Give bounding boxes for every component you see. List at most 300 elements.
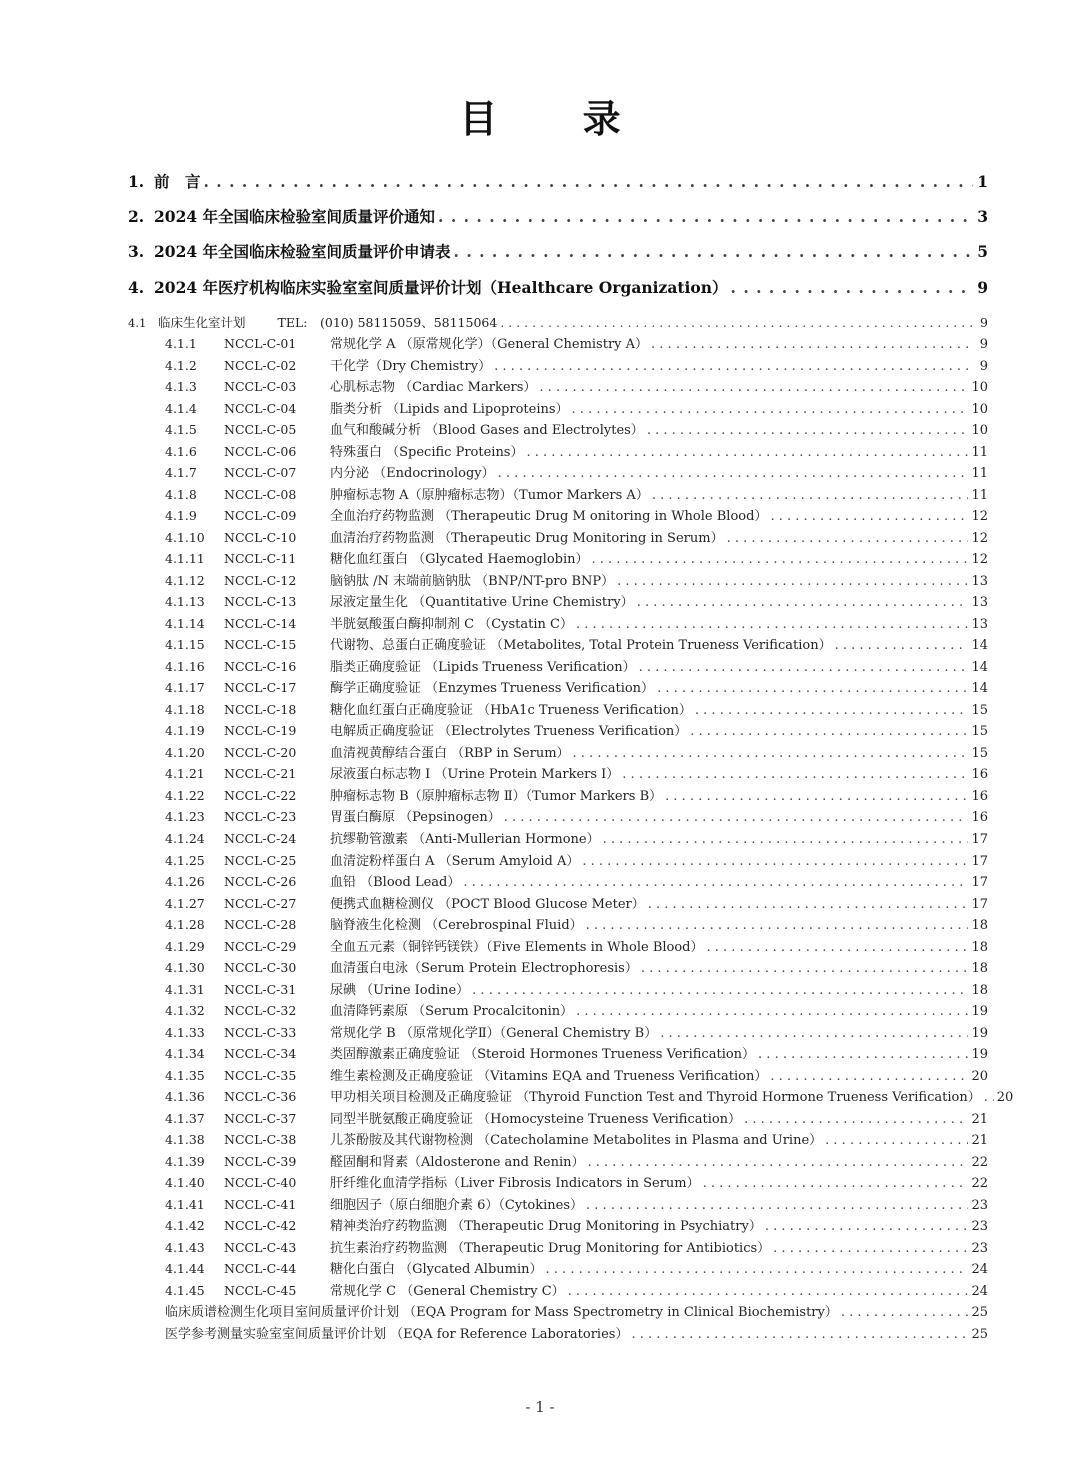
item-title: 特殊蛋白 （Specific Proteins） [330, 444, 524, 460]
item-code: NCCL-C-11 [224, 551, 297, 567]
section-number: 2. [128, 207, 145, 226]
toc-item-row[interactable] [165, 1151, 988, 1171]
dot-leader [592, 552, 969, 567]
dot-leader [526, 445, 968, 460]
item-number: 4.1.34 [165, 1046, 205, 1062]
section-number: 1. [128, 172, 145, 191]
item-code: NCCL-C-03 [224, 379, 297, 394]
item-title: 细胞因子（原白细胞介素 6）（Cytokines） [330, 1197, 584, 1213]
item-title: 肿瘤标志物 B（原肿瘤标志物 Ⅱ）（Tumor Markers B） [330, 788, 663, 804]
page-ref: 1 [977, 172, 988, 191]
dot-leader [204, 172, 973, 191]
toc-item-row[interactable] [165, 1108, 988, 1128]
page-title: 目 录 [459, 96, 657, 141]
toc-item-row[interactable] [165, 548, 988, 568]
item-title: 儿茶酚胺及其代谢物检测 （Catecholamine Metabolites in Plasma and Urine） [330, 1133, 823, 1149]
page-ref: 10 [971, 401, 988, 417]
section-number: 4. [128, 278, 145, 297]
item-number: 4.1.4 [165, 400, 197, 416]
item-number: 4.1.16 [165, 658, 205, 674]
dot-leader [576, 1004, 968, 1019]
item-code: NCCL-C-45 [224, 1282, 297, 1298]
toc-item-row[interactable] [165, 1215, 988, 1235]
page-ref: 24 [971, 1283, 988, 1299]
dot-leader [641, 961, 969, 976]
item-code: NCCL-C-22 [224, 787, 297, 803]
dot-leader [546, 1262, 969, 1277]
dot-leader [707, 940, 969, 955]
extra-title: 医学参考测量实验室室间质量评价计划 （EQA for Reference Laboratories） [165, 1326, 629, 1342]
toc-item-row[interactable] [165, 1280, 988, 1300]
item-title: 维生素检测及正确度验证 （Vitamins EQA and Trueness Verification） [330, 1068, 768, 1084]
item-number: 4.1.2 [165, 357, 197, 373]
dot-leader [617, 574, 968, 589]
page-ref: 12 [971, 509, 988, 525]
toc-item-row[interactable] [165, 441, 988, 461]
item-title: 糖化血红蛋白 （Glycated Haemoglobin） [330, 552, 589, 568]
dot-leader [731, 278, 973, 297]
toc-item-row[interactable] [165, 591, 988, 611]
item-title: 脂类正确度验证 （Lipids Trueness Verification） [330, 659, 636, 675]
item-number: 4.1.45 [165, 1282, 205, 1298]
item-code: NCCL-C-37 [224, 1110, 297, 1126]
toc-item-row[interactable] [165, 936, 988, 956]
toc-extra-row[interactable] [165, 1323, 988, 1343]
item-code: NCCL-C-13 [224, 594, 297, 610]
item-title: 心肌标志物 （Cardiac Markers） [330, 380, 537, 395]
item-title: 同型半胱氨酸正确度验证 （Homocysteine Trueness Verification） [330, 1111, 742, 1127]
item-number: 4.1.25 [165, 852, 205, 868]
item-title: 血气和酸碱分析 （Blood Gases and Electrolytes） [330, 423, 644, 439]
dot-leader [652, 488, 969, 503]
section-title: 2024 年全国临床检验室间质量评价申请表 [154, 242, 451, 261]
item-code: NCCL-C-12 [224, 572, 297, 588]
item-number: 4.1.30 [165, 960, 205, 976]
item-code: NCCL-C-34 [224, 1046, 297, 1062]
item-title: 脂类分析 （Lipids and Lipoproteins） [330, 401, 569, 417]
item-number: 4.1.43 [165, 1239, 205, 1255]
toc-section-row[interactable] [128, 170, 988, 196]
page-ref: 16 [971, 767, 988, 783]
item-number: 4.1.42 [165, 1218, 205, 1234]
item-number: 4.1.13 [165, 594, 205, 610]
item-number: 4.1.12 [165, 572, 205, 588]
item-title: 电解质正确度验证 （Electrolytes Trueness Verification） [330, 724, 688, 740]
item-title: 糖化血红蛋白正确度验证 （HbA1c Trueness Verification） [330, 702, 692, 718]
toc-item-row[interactable] [165, 763, 988, 783]
item-title: 尿液定量生化 （Quantitative Urine Chemistry） [330, 595, 634, 611]
toc-item-row[interactable] [165, 677, 988, 697]
item-title: 肝纤维化血清学指标（Liver Fibrosis Indicators in Serum） [330, 1176, 700, 1192]
toc-item-row[interactable] [165, 376, 988, 396]
toc-item-row[interactable] [165, 914, 988, 934]
page-ref: 13 [971, 573, 988, 589]
item-title: 肿瘤标志物 A（原肿瘤标志物）（Tumor Markers A） [330, 487, 649, 503]
dot-leader [463, 875, 968, 890]
toc-subsection-row[interactable] [128, 313, 988, 333]
item-title: 糖化白蛋白 （Glycated Albumin） [330, 1262, 543, 1278]
dot-leader [648, 897, 969, 912]
dot-leader [586, 1198, 968, 1213]
item-number: 4.1.11 [165, 551, 205, 567]
item-title: 酶学正确度验证 （Enzymes Trueness Verification） [330, 681, 655, 697]
toc-item-row[interactable] [165, 1086, 1014, 1106]
item-number: 4.1.40 [165, 1175, 205, 1191]
item-number: 4.1.8 [165, 486, 197, 502]
item-number: 4.1.35 [165, 1067, 205, 1083]
page-ref: 25 [971, 1326, 988, 1342]
toc-item-row[interactable] [165, 871, 988, 891]
item-number: 4.1.27 [165, 895, 205, 911]
toc-item-row[interactable] [165, 1065, 988, 1085]
item-code: NCCL-C-32 [224, 1003, 297, 1019]
item-code: NCCL-C-40 [224, 1175, 297, 1191]
dot-leader [984, 1090, 994, 1105]
toc-item-row[interactable] [165, 355, 988, 375]
toc-item-row[interactable] [165, 1129, 988, 1149]
page-ref: 13 [971, 595, 988, 611]
item-title: 干化学（Dry Chemistry） [330, 358, 492, 374]
page-ref: 22 [971, 1154, 988, 1170]
page-ref: 13 [971, 616, 988, 632]
dot-leader [472, 983, 968, 998]
extra-title: 临床质谱检测生化项目室间质量评价计划 （EQA Program for Mass Spectrometry in Clinical Biochemistry） [165, 1305, 838, 1321]
item-title: 代谢物、总蛋白正确度验证 （Metabolites, Total Protein Trueness Verification） [330, 638, 832, 654]
item-title: 尿碘 （Urine Iodine） [330, 982, 470, 998]
item-code: NCCL-C-42 [224, 1218, 297, 1234]
item-code: NCCL-C-27 [224, 895, 297, 911]
dot-leader [573, 746, 969, 761]
page-ref: 18 [971, 918, 988, 933]
item-code: NCCL-C-28 [224, 917, 297, 932]
item-title: 便携式血糖检测仪 （POCT Blood Glucose Meter） [330, 896, 645, 912]
page-ref: 3 [977, 207, 988, 226]
item-code: NCCL-C-18 [224, 701, 297, 717]
dot-leader [576, 617, 968, 632]
page-ref: 21 [971, 1133, 988, 1149]
page-ref: 14 [971, 659, 988, 675]
page-ref: 18 [971, 939, 988, 955]
toc-item-row[interactable] [165, 613, 988, 633]
subsection-number: 4.1 [128, 316, 147, 330]
dot-leader [498, 466, 969, 481]
dot-leader [631, 1327, 968, 1342]
item-title: 血清蛋白电泳（Serum Protein Electrophoresis） [330, 961, 638, 977]
dot-leader [758, 1047, 968, 1062]
page-ref: 5 [977, 242, 988, 261]
dot-leader [637, 595, 969, 610]
section-title: 前 言 [154, 172, 201, 191]
item-title: 血清视黄醇结合蛋白 （RBP in Serum） [330, 745, 570, 761]
dot-leader [587, 1155, 968, 1170]
section-title: 2024 年医疗机构临床实验室室间质量评价计划（Healthcare Organization） [154, 278, 728, 297]
item-title: 半胱氨酸蛋白酶抑制剂 C （Cystatin C） [330, 616, 573, 632]
item-title: 精神类治疗药物监测 （Therapeutic Drug Monitoring in Psychiatry） [330, 1219, 762, 1235]
toc-item-row[interactable] [165, 527, 988, 547]
item-number: 4.1.24 [165, 831, 205, 846]
item-title: 常规化学 C （General Chemistry C） [330, 1283, 565, 1299]
item-code: NCCL-C-31 [224, 981, 297, 997]
item-code: NCCL-C-23 [224, 809, 297, 825]
item-code: NCCL-C-16 [224, 658, 297, 674]
page-ref: 23 [971, 1219, 988, 1235]
item-number: 4.1.37 [165, 1110, 205, 1126]
page-ref: 16 [971, 810, 988, 826]
item-code: NCCL-C-15 [224, 637, 297, 653]
item-code: NCCL-C-39 [224, 1153, 297, 1169]
page-ref: 15 [971, 724, 988, 740]
item-code: NCCL-C-07 [224, 465, 297, 481]
subsection-title: 临床生化室计划 [158, 315, 246, 330]
item-code: NCCL-C-14 [224, 615, 297, 631]
toc-section-row[interactable] [128, 276, 988, 302]
item-number: 4.1.20 [165, 744, 205, 760]
item-code: NCCL-C-08 [224, 486, 297, 502]
toc-item-row[interactable] [165, 806, 988, 826]
toc-item-row[interactable] [165, 398, 988, 418]
page-ref: 16 [971, 788, 988, 804]
dot-leader [647, 423, 969, 438]
toc-item-row[interactable] [165, 1022, 988, 1042]
page-ref: 10 [971, 423, 988, 439]
item-number: 4.1.23 [165, 809, 205, 825]
page-ref: 17 [971, 875, 988, 890]
dot-leader [695, 703, 969, 718]
dot-leader [703, 1176, 969, 1191]
item-number: 4.1.33 [165, 1024, 205, 1040]
toc-item-row[interactable] [165, 1194, 988, 1214]
item-title: 甲功相关项目检测及正确度验证 （Thyroid Function Test and Thyroid Hormone Trueness Verification） [330, 1090, 981, 1106]
page-ref: 18 [971, 961, 988, 977]
item-number: 4.1.29 [165, 938, 205, 954]
dot-leader [770, 509, 968, 524]
toc-item-row[interactable] [165, 1258, 988, 1278]
toc-item-row[interactable] [165, 699, 988, 719]
item-code: NCCL-C-20 [224, 744, 297, 760]
dot-leader [773, 1241, 968, 1256]
page-ref: 9 [979, 358, 988, 374]
page-ref: 12 [971, 530, 988, 546]
item-code: NCCL-C-43 [224, 1239, 297, 1255]
item-number: 4.1.44 [165, 1261, 205, 1277]
dot-leader [539, 380, 968, 395]
item-code: NCCL-C-33 [224, 1024, 297, 1040]
item-title: 抗缪勒管激素 （Anti-Mullerian Hormone） [330, 832, 600, 847]
page-ref: 17 [971, 832, 988, 847]
item-title: 全血治疗药物监测 （Therapeutic Drug M onitoring in Whole Blood） [330, 509, 768, 525]
toc-item-row[interactable] [165, 570, 988, 590]
item-number: 4.1.32 [165, 1003, 205, 1019]
item-title: 血清降钙素原 （Serum Procalcitonin） [330, 1004, 574, 1020]
item-title: 血清淀粉样蛋白 A （Serum Amyloid A） [330, 853, 580, 869]
dot-leader [622, 767, 968, 782]
dot-leader [500, 315, 973, 330]
item-number: 4.1.41 [165, 1196, 205, 1212]
dot-leader [582, 854, 968, 869]
item-number: 4.1.21 [165, 766, 205, 782]
item-number: 4.1.6 [165, 443, 197, 459]
toc-item-row[interactable] [165, 505, 988, 525]
page-ref: 19 [971, 1025, 988, 1041]
item-code: NCCL-C-41 [224, 1196, 297, 1212]
dot-leader [586, 918, 969, 933]
item-code: NCCL-C-35 [224, 1067, 297, 1083]
toc-item-row[interactable] [165, 720, 988, 740]
toc-item-row[interactable] [165, 893, 988, 913]
item-number: 4.1.1 [165, 336, 197, 351]
toc-item-row[interactable] [165, 462, 988, 482]
dot-leader [835, 638, 969, 653]
item-code: NCCL-C-25 [224, 852, 297, 868]
item-number: 4.1.5 [165, 422, 197, 438]
dot-leader [765, 1219, 969, 1234]
page-number: - 1 - [525, 1398, 555, 1416]
item-code: NCCL-C-09 [224, 508, 297, 524]
page-ref: 14 [971, 681, 988, 697]
dot-leader [825, 1133, 968, 1148]
item-title: 尿液蛋白标志物 I （Urine Protein Markers Ⅰ） [330, 767, 620, 783]
item-number: 4.1.38 [165, 1132, 205, 1148]
toc-extra-row[interactable] [165, 1301, 988, 1321]
item-code: NCCL-C-06 [224, 443, 297, 459]
item-number: 4.1.22 [165, 787, 205, 803]
toc-item-row[interactable] [165, 634, 988, 654]
item-number: 4.1.31 [165, 981, 205, 997]
page-ref: 18 [971, 982, 988, 998]
item-number: 4.1.36 [165, 1089, 205, 1105]
page-ref: 21 [971, 1111, 988, 1127]
item-number: 4.1.19 [165, 723, 205, 739]
item-code: NCCL-C-44 [224, 1261, 297, 1277]
item-title: 内分泌 （Endocrinology） [330, 466, 495, 482]
item-number: 4.1.28 [165, 917, 205, 932]
item-title: 胃蛋白酶原 （Pepsinogen） [330, 810, 501, 826]
item-code: NCCL-C-05 [224, 422, 297, 438]
dot-leader [841, 1305, 969, 1320]
item-code: NCCL-C-04 [224, 400, 297, 416]
dot-leader [660, 1026, 968, 1041]
dot-leader [651, 337, 973, 352]
toc-item-row[interactable] [165, 1000, 988, 1020]
page-ref: 9 [979, 337, 988, 352]
toc-item-row[interactable] [165, 333, 988, 353]
dot-leader [494, 359, 973, 374]
toc-section-row[interactable] [128, 205, 988, 231]
item-code: NCCL-C-24 [224, 831, 297, 846]
item-title: 类固醇激素正确度验证 （Steroid Hormones Trueness Verification） [330, 1047, 756, 1063]
toc-section-row[interactable] [128, 240, 988, 266]
item-number: 4.1.9 [165, 508, 197, 524]
item-code: NCCL-C-19 [224, 723, 297, 739]
page-ref: 14 [971, 638, 988, 654]
page-ref: 9 [977, 278, 988, 297]
toc-item-row[interactable] [165, 1043, 988, 1063]
toc-item-row[interactable] [165, 419, 988, 439]
dot-leader [572, 402, 969, 417]
page-ref: 19 [971, 1047, 988, 1063]
page-ref: 23 [971, 1197, 988, 1213]
dot-leader [770, 1069, 968, 1084]
toc-item-row[interactable] [165, 828, 988, 848]
section-title: 2024 年全国临床检验室间质量评价通知 [154, 207, 436, 226]
item-number: 4.1.14 [165, 615, 205, 631]
item-number: 4.1.39 [165, 1153, 205, 1169]
dot-leader [690, 724, 968, 739]
item-title: 血铅 （Blood Lead） [330, 875, 461, 890]
item-code: NCCL-C-21 [224, 766, 297, 782]
toc-item-row[interactable] [165, 656, 988, 676]
subsection-tel: TEL: (010) 58115059、58115064 [277, 315, 498, 330]
page-ref: 24 [971, 1262, 988, 1278]
page-ref: 15 [971, 702, 988, 718]
item-code: NCCL-C-26 [224, 874, 297, 889]
item-code: NCCL-C-38 [224, 1132, 297, 1148]
toc-item-row[interactable] [165, 957, 988, 977]
dot-leader [438, 207, 973, 226]
item-title: 脑钠肽 /N 末端前脑钠肽 （BNP/NT-pro BNP） [330, 573, 615, 589]
item-code: NCCL-C-02 [224, 357, 297, 373]
page-ref: 11 [971, 444, 988, 460]
toc-item-row[interactable] [165, 742, 988, 762]
item-title: 醛固酮和肾素（Aldosterone and Renin） [330, 1154, 585, 1170]
item-number: 4.1.17 [165, 680, 205, 696]
item-title: 常规化学 A （原常规化学）（General Chemistry A） [330, 337, 649, 352]
item-code: NCCL-C-30 [224, 960, 297, 976]
dot-leader [665, 789, 968, 804]
page-ref: 19 [971, 1004, 988, 1020]
page-ref: 25 [971, 1305, 988, 1321]
item-number: 4.1.18 [165, 701, 205, 717]
dot-leader [568, 1284, 969, 1299]
page-ref: 11 [971, 487, 988, 503]
page-ref: 23 [971, 1240, 988, 1256]
page-ref: 12 [971, 552, 988, 568]
toc-item-row[interactable] [165, 1237, 988, 1257]
page-ref: 20 [971, 1068, 988, 1084]
page-ref: 15 [971, 745, 988, 761]
item-code: NCCL-C-29 [224, 938, 297, 954]
page-ref: 11 [971, 466, 988, 482]
dot-leader [657, 681, 968, 696]
item-number: 4.1.7 [165, 465, 197, 481]
toc-item-row[interactable] [165, 1172, 988, 1192]
item-title: 全血五元素（铜锌钙镁铁）（Five Elements in Whole Blood） [330, 939, 704, 955]
dot-leader [454, 242, 973, 261]
item-number: 4.1.10 [165, 529, 205, 545]
toc-item-row[interactable] [165, 785, 988, 805]
item-title: 抗生素治疗药物监测 （Therapeutic Drug Monitoring for Antibiotics） [330, 1240, 771, 1256]
item-code: NCCL-C-36 [224, 1089, 297, 1105]
dot-leader [727, 531, 969, 546]
item-code: NCCL-C-01 [224, 336, 297, 351]
item-number: 4.1.26 [165, 874, 205, 889]
item-code: NCCL-C-17 [224, 680, 297, 696]
item-code: NCCL-C-10 [224, 529, 297, 545]
dot-leader [744, 1112, 968, 1127]
toc-item-row[interactable] [165, 979, 988, 999]
page-ref: 17 [971, 853, 988, 869]
page-ref: 20 [996, 1090, 1014, 1106]
toc-item-row[interactable] [165, 850, 988, 870]
section-number: 3. [128, 242, 145, 261]
page-ref: 10 [971, 380, 988, 395]
toc-item-row[interactable] [165, 484, 988, 504]
dot-leader [639, 660, 969, 675]
item-number: 4.1.3 [165, 379, 197, 394]
item-number: 4.1.15 [165, 637, 205, 653]
page-ref: 9 [980, 315, 988, 330]
item-title: 常规化学 B （原常规化学Ⅱ）（General Chemistry B） [330, 1025, 658, 1041]
